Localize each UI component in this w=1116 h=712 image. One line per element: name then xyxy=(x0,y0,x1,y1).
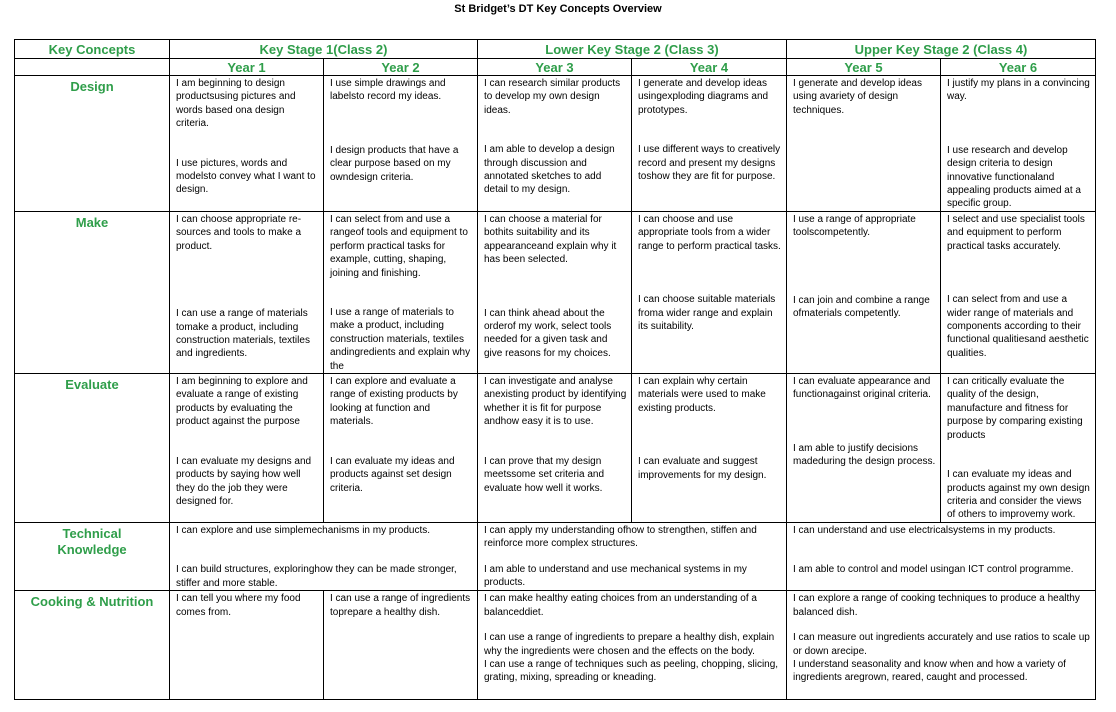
design-year5: I generate and develop ideas using avariety of design techniques. xyxy=(787,76,941,212)
evaluate-year3: I can investigate and analyse anexisting product by identifying whether it is fit for purpose andhow easy it is to use. I can prove that my design meetssome set criteria and evaluate how well it works. xyxy=(478,374,632,523)
make-label: Make xyxy=(15,212,170,374)
year-row xyxy=(15,59,1096,76)
uks2-heading: Upper Key Stage 2 (Class 4) xyxy=(787,40,1096,59)
key-concepts-table xyxy=(14,39,1096,700)
cooking-nutrition-row xyxy=(15,591,1096,700)
cooking-nutrition-label: Cooking & Nutrition xyxy=(15,591,170,700)
page-title: St Bridget’s DT Key Concepts Overview xyxy=(454,3,662,15)
evaluate-year1: I am beginning to explore and evaluate a range of existing products by evaluating the product against the purpose I can evaluate my designs and products by saying how well they do the job they were designed for. xyxy=(170,374,324,523)
year-3-heading: Year 3 xyxy=(478,59,632,76)
make-year3: I can choose a material for bothits suitability and its appearanceand explain why it has been selected. I can think ahead about the orderof my work, select tools needed for a given task and give reasons for my choices. xyxy=(478,212,632,374)
year-5-heading: Year 5 xyxy=(787,59,941,76)
make-row xyxy=(15,212,1096,374)
evaluate-year5: I can evaluate appearance and functionagainst original criteria. I am able to justify decisions madeduring the design process. xyxy=(787,374,941,523)
technical-lks2: I can apply my understanding ofhow to strengthen, stiffen and reinforce more complex structures. I am able to understand and use mechanical systems in my products. xyxy=(478,523,787,591)
make-year6: I select and use specialist tools and equipment to perform practical tasks accurately. I can select from and use a wider range of materials and components according to their functional qualitiesand aesthetic qualities. xyxy=(941,212,1096,374)
design-year1: I am beginning to design productsusing pictures and words based ona design criteria. I use pictures, words and modelsto convey what I want to design. xyxy=(170,76,324,212)
year-1-heading: Year 1 xyxy=(170,59,324,76)
design-label: Design xyxy=(15,76,170,212)
technical-knowledge-label: Technical Knowledge xyxy=(15,523,170,591)
design-year2: I use simple drawings and labelsto record my ideas. I design products that have a clear purpose based on my owndesign criteria. xyxy=(324,76,478,212)
header-row xyxy=(15,40,1096,59)
technical-knowledge-row xyxy=(15,523,1096,591)
technical-ks1: I can explore and use simplemechanisms in my products. I can build structures, exploringhow they can be made stronger, stiffer and more stable. xyxy=(170,523,478,591)
design-year4: I generate and develop ideas usingexploding diagrams and prototypes. I use different ways to creatively record and present my designs toshow they are fit for purpose. xyxy=(632,76,787,212)
cooking-lks2: I can make healthy eating choices from an understanding of a balanceddiet. I can use a range of ingredients to prepare a healthy dish, explain why the ingredients were chosen and the effects on the body. I can use a range of techniques such as peeling, chopping, slicing, grating, mixing, spreading or kneading. xyxy=(478,591,787,700)
evaluate-row xyxy=(15,374,1096,523)
evaluate-year4: I can explain why certain materials were used to make existing products. I can evaluate and suggest improvements for my design. xyxy=(632,374,787,523)
design-year3: I can research similar products to develop my own design ideas. I am able to develop a design through discussion and annotated sketches to add detail to my design. xyxy=(478,76,632,212)
blank-cell xyxy=(15,59,170,76)
cooking-year1: I can tell you where my food comes from. xyxy=(170,591,324,700)
design-row xyxy=(15,76,1096,212)
cooking-year2: I can use a range of ingredients toprepare a healthy dish. xyxy=(324,591,478,700)
make-year4: I can choose and use appropriate tools from a wider range to perform practical tasks. I can choose suitable materials froma wider range and explain its suitability. xyxy=(632,212,787,374)
evaluate-year6: I can critically evaluate the quality of the design, manufacture and fitness for purpose by comparing existing products I can evaluate my ideas and products against my own design criteria and consider the views of others to improvemy work. xyxy=(941,374,1096,523)
evaluate-label: Evaluate xyxy=(15,374,170,523)
ks1-heading: Key Stage 1(Class 2) xyxy=(170,40,478,59)
evaluate-year2: I can explore and evaluate a range of existing products by looking at function and materials. I can evaluate my ideas and products against set design criteria. xyxy=(324,374,478,523)
lks2-heading: Lower Key Stage 2 (Class 3) xyxy=(478,40,787,59)
design-year6: I justify my plans in a convincing way. I use research and develop design criteria to design innovative functionaland appealing products aimed at a specific group. xyxy=(941,76,1096,212)
technical-uks2: I can understand and use electricalsystems in my products. I am able to control and model usingan ICT control programme. xyxy=(787,523,1096,591)
make-year5: I use a range of appropriate toolscompetently. I can join and combine a range ofmaterials competently. xyxy=(787,212,941,374)
key-concepts-heading: Key Concepts xyxy=(15,40,170,59)
make-year2: I can select from and use a rangeof tools and equipment to perform practical tasks for example, cutting, shaping, joining and finishing. I use a range of materials to make a product, including construction materials, textiles andingredients and explain why the xyxy=(324,212,478,374)
make-year1: I can choose appropriate re-sources and tools to make a product. I can use a range of materials tomake a product, including construction materials, textiles and ingredients. xyxy=(170,212,324,374)
cooking-uks2: I can explore a range of cooking techniques to produce a healthy balanced dish. I can measure out ingredients accurately and use ratios to scale up or down arecipe. I understand seasonality and know when and how a variety of ingredients aregrown, reared, caught and processed. xyxy=(787,591,1096,700)
year-4-heading: Year 4 xyxy=(632,59,787,76)
year-6-heading: Year 6 xyxy=(941,59,1096,76)
year-2-heading: Year 2 xyxy=(324,59,478,76)
